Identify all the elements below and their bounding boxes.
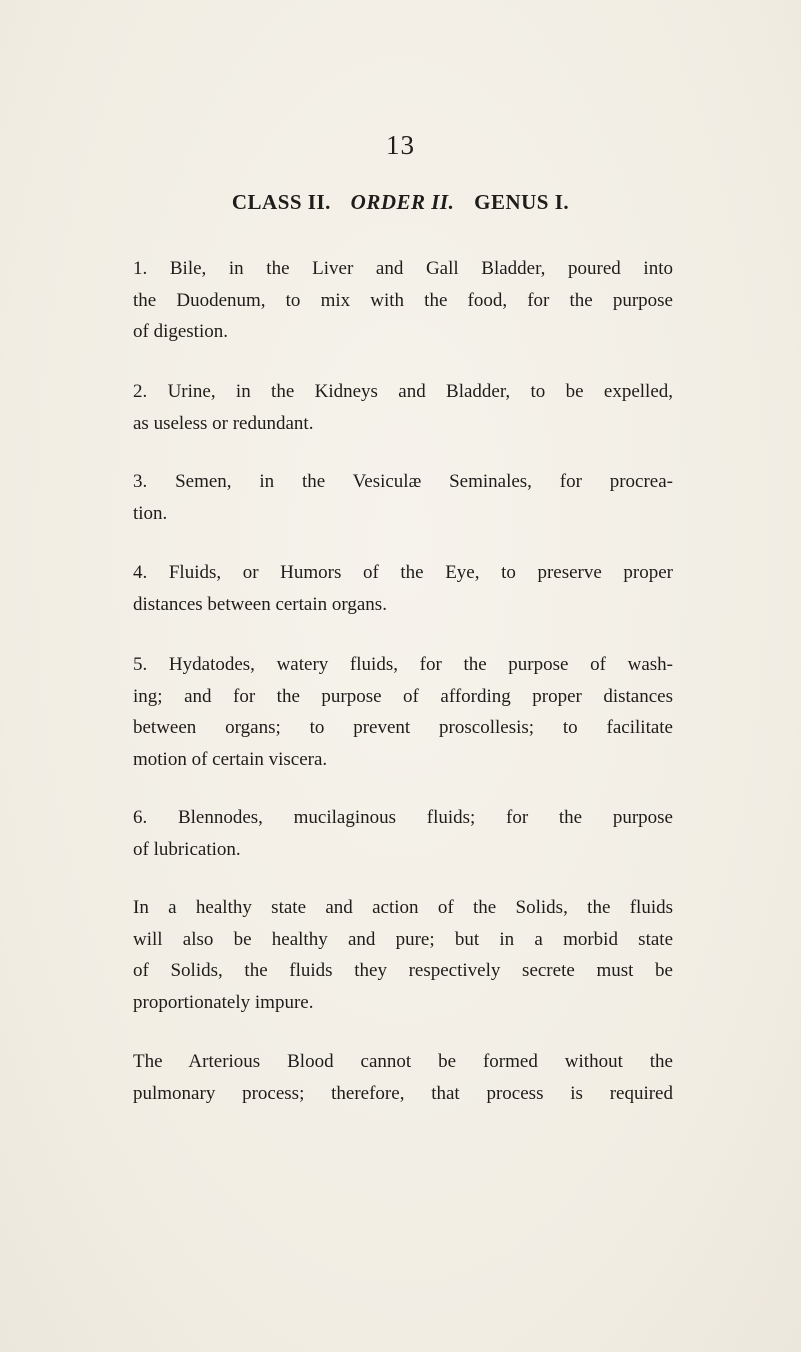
genus-label: GENUS I. bbox=[474, 190, 570, 214]
text-line: the Duodenum, to mix with the food, for the purpose bbox=[133, 289, 673, 311]
page-number: 13 bbox=[386, 130, 415, 160]
text-line: ing; and for the purpose of affording proper distances bbox=[133, 685, 673, 707]
text-line: of lubrication. bbox=[133, 838, 241, 860]
text-line: 6. Blennodes, mucilaginous fluids; for the purpose bbox=[133, 807, 673, 828]
text-line: will also be healthy and pure; but in a morbid state bbox=[133, 928, 673, 950]
text-line: 1. Bile, in the Liver and Gall Bladder, poured into bbox=[133, 258, 673, 279]
text-line: 5. Hydatodes, watery fluids, for the purpose of wash- bbox=[133, 654, 673, 675]
paragraph-arterious-blood bbox=[133, 1046, 673, 1109]
text-line: tion. bbox=[133, 502, 168, 524]
text-line: of Solids, the fluids they respectively secrete must be bbox=[133, 960, 673, 981]
text-line: motion of certain viscera. bbox=[133, 748, 328, 770]
text-line: 3. Semen, in the Vesiculæ Seminales, for procrea- bbox=[133, 471, 673, 492]
text-line: The Arterious Blood cannot be formed without the bbox=[133, 1051, 673, 1072]
text-line: pulmonary process; therefore, that process is required bbox=[133, 1082, 673, 1104]
paragraph-fluids-eye bbox=[133, 557, 673, 620]
text-line: In a healthy state and action of the Solids, the fluids bbox=[133, 897, 673, 918]
text-line: as useless or redundant. bbox=[133, 412, 314, 434]
paragraph-semen bbox=[133, 466, 673, 529]
text-line: between organs; to prevent proscollesis; to facilitate bbox=[133, 717, 673, 738]
text-line: distances between certain organs. bbox=[133, 593, 387, 615]
paragraph-bile bbox=[133, 253, 673, 348]
order-label: ORDER II. bbox=[350, 190, 455, 214]
section-heading bbox=[0, 190, 801, 215]
text-line: 4. Fluids, or Humors of the Eye, to preserve proper bbox=[133, 562, 673, 583]
paragraph-hydatodes bbox=[133, 649, 673, 775]
text-line: of digestion. bbox=[133, 321, 228, 342]
paragraph-blennodes bbox=[133, 802, 673, 865]
class-label: CLASS II. bbox=[231, 190, 331, 214]
paragraph-urine bbox=[133, 376, 673, 439]
text-line: proportionately impure. bbox=[133, 991, 314, 1013]
paragraph-healthy-state bbox=[133, 892, 673, 1018]
text-line: 2. Urine, in the Kidneys and Bladder, to be expelled, bbox=[133, 381, 673, 402]
